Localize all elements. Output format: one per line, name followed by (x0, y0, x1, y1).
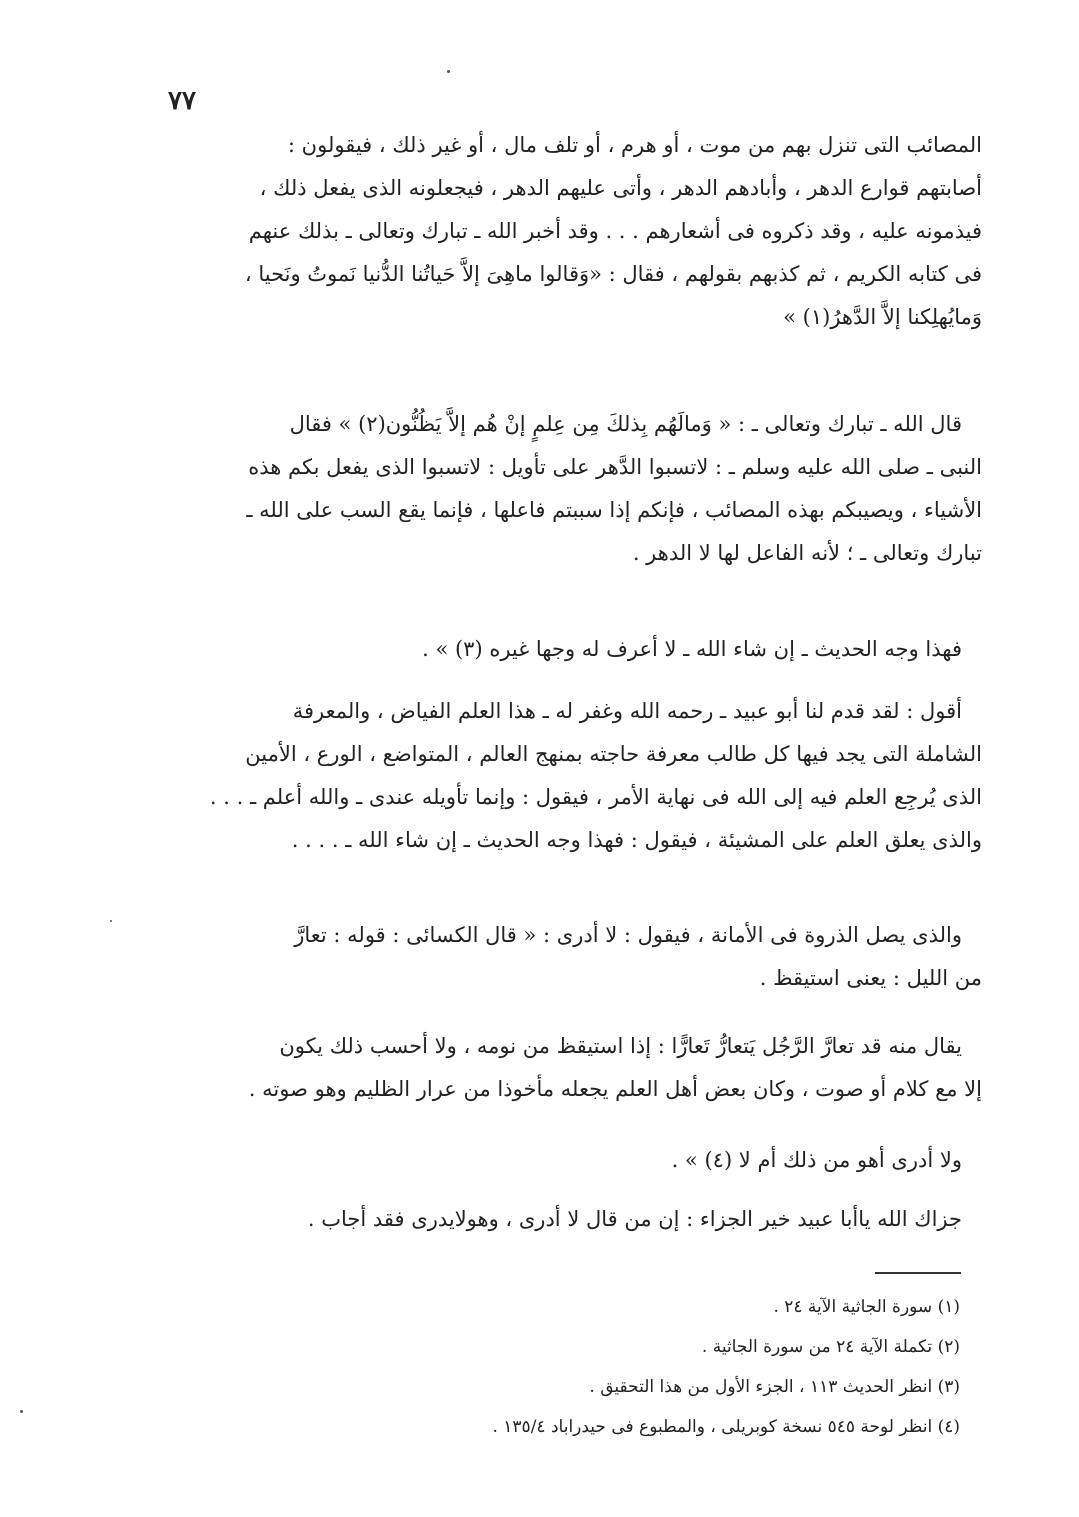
paragraph-1 (150, 124, 982, 339)
footnote-separator (875, 1272, 961, 1274)
paragraph-3 (150, 628, 982, 671)
text-line: الذى يُرجِع العلم فيه إلى الله فى نهاية الأمر ، فيقول : وإنما تأويله عندى ـ والله أعلم ـ . . . (209, 785, 982, 809)
text-line: يقال منه قد تعارَّ الرَّجُل يَتعارُّ تَعارًّا : إذا استيقظ من نومه ، ولا أحسب ذلك يكون (279, 1034, 962, 1058)
text-line: أصابتهم قوارع الدهر ، وأبادهم الدهر ، وأتى عليهم الدهر ، فيجعلونه الذى يفعل ذلك ، (259, 176, 982, 200)
text-line: فهذا وجه الحديث ـ إن شاء الله ـ لا أعرف له وجها غيره (٣) » . (422, 637, 962, 661)
paragraph-4 (150, 690, 982, 862)
text-line: النبى ـ صلى الله عليه وسلم ـ : لاتسبوا الدَّهر على تأويل : لاتسبوا الذى يفعل بكم هذه (248, 455, 982, 479)
footnote-4: (٤) انظر لوحة ٥٤٥ نسخة كوبريلى ، والمطبوع فى حيدراباد ١٣٥/٤ . (492, 1417, 960, 1437)
paragraph-5 (150, 914, 982, 1000)
paragraph-8 (150, 1198, 982, 1241)
text-line: تبارك وتعالى ـ ؛ لأنه الفاعل لها لا الدهر . (632, 541, 982, 565)
text-line: جزاك الله ياأبا عبيد خير الجزاء : إن من قال لا أدرى ، وهولايدرى فقد أجاب . (307, 1207, 962, 1231)
text-line: والذى يصل الذروة فى الأمانة ، فيقول : لا أدرى : « قال الكسائى : قوله : تعارَّ (294, 923, 962, 947)
footnote-3: (٣) انظر الحديث ١١٣ ، الجزء الأول من هذا التحقيق . (589, 1377, 960, 1397)
paragraph-6 (150, 1025, 982, 1111)
paragraph-7 (150, 1139, 982, 1182)
text-line: أقول : لقد قدم لنا أبو عبيد ـ رحمه الله وغفر له ـ هذا العلم الفياض ، والمعرفة (292, 699, 962, 723)
scan-speck (110, 920, 112, 922)
text-line: فى كتابه الكريم ، ثم كذبهم بقولهم ، فقال : «وَقالوا ماهِىَ إلاَّ حَياتُنا الدُّنيا نَموتُ ونَحيا ، (244, 262, 982, 286)
text-line: قال الله ـ تبارك وتعالى ـ : « وَمالَهُم بِذلكَ مِن عِلمٍ إنْ هُم إلاَّ يَظُنُّون(٢) » فقال (289, 412, 962, 436)
paragraph-2 (150, 403, 982, 575)
footnote-1: (١) سورة الجاثية الآية ٢٤ . (773, 1297, 960, 1317)
text-line: وَمايُهلِكنا إلاَّ الدَّهرُ(١) » (783, 305, 982, 329)
text-line: الأشياء ، ويصيبكم بهذه المصائب ، فإنكم إذا سببتم فاعلها ، فإنما يقع السب على الله ـ (246, 498, 982, 522)
text-line: إلا مع كلام أو صوت ، وكان بعض أهل العلم يجعله مأخوذا من عرار الظليم وهو صوته . (248, 1077, 982, 1101)
text-line: ولا أدرى أهو من ذلك أم لا (٤) » . (671, 1148, 962, 1172)
text-line: الشاملة التى يجد فيها كل طالب معرفة حاجته بمنهج العالم ، المتواضع ، الورع ، الأمين (245, 742, 982, 766)
text-line: من الليل : يعنى استيقظ . (759, 966, 982, 990)
scan-speck (447, 70, 450, 73)
text-line: المصائب التى تنزل بهم من موت ، أو هرم ، أو تلف مال ، أو غير ذلك ، فيقولون : (287, 133, 982, 157)
text-line: والذى يعلق العلم على المشيئة ، فيقول : فهذا وجه الحديث ـ إن شاء الله ـ . . . . (291, 828, 982, 852)
scan-speck (20, 1410, 23, 1413)
footnote-2: (٢) تكملة الآية ٢٤ من سورة الجاثية . (701, 1337, 960, 1357)
page-number: ٧٧ (168, 86, 196, 116)
text-line: فيذمونه عليه ، وقد ذكروه فى أشعارهم . . . وقد أخبر الله ـ تبارك وتعالى ـ بذلك عنهم (248, 219, 982, 243)
